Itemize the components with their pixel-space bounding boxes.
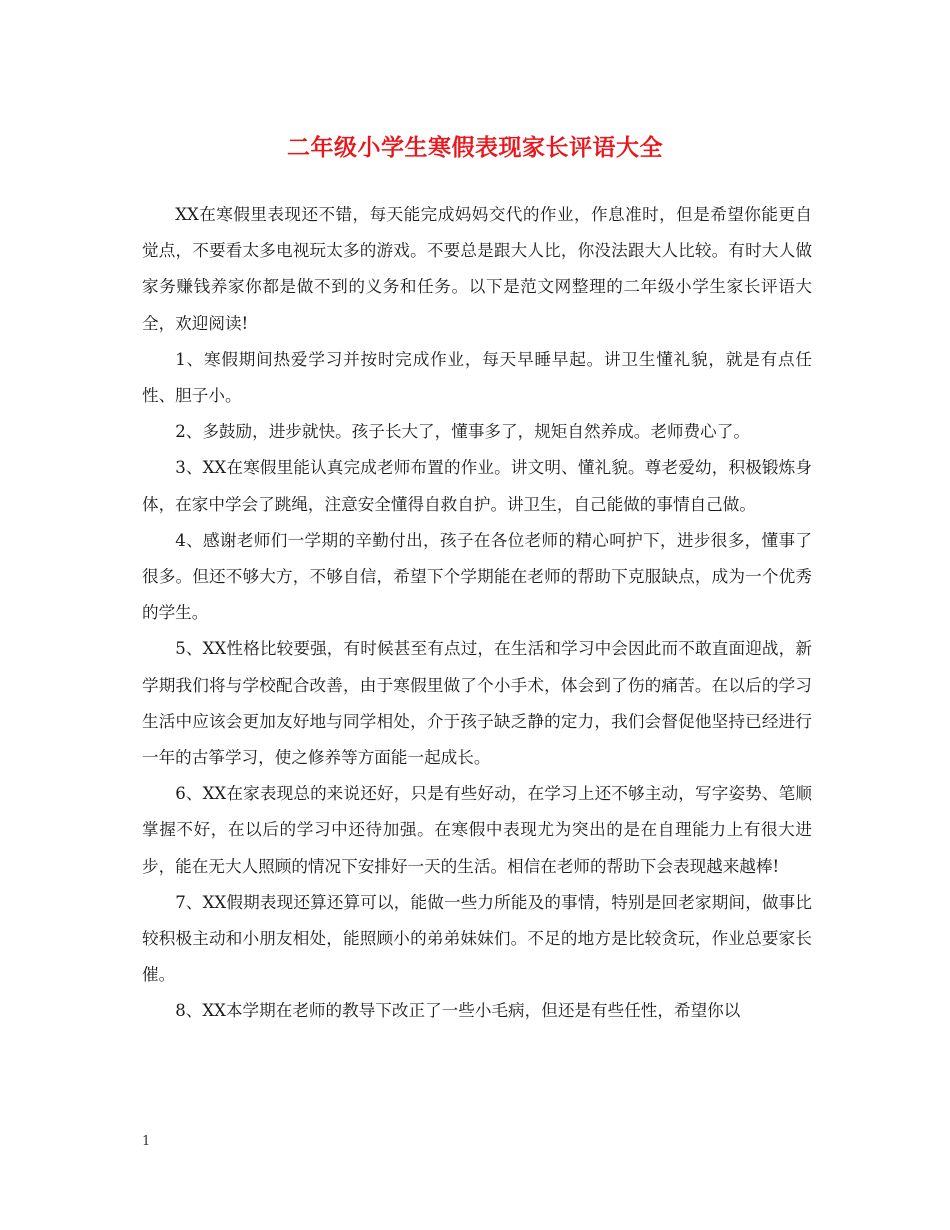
comment-paragraph-8: 8、XX本学期在老师的教导下改正了一些小毛病，但还是有些任性，希望你以 bbox=[175, 1001, 741, 1021]
comment-paragraph-5: 5、XX性格比较要强，有时候甚至有点过，在生活和学习中会因此而不敢直面迎战，新学期我们将与学校配合改善，由于寒假里做了个小手术，体会到了伤的痛苦。在以后的学习生活中应该会更加友好地与同学相处，介于孩子缺乏静的定力，我们会督促他坚持已经进行一年的古筝学习，使之修养等方面能一起成长。 bbox=[142, 639, 812, 768]
comment-paragraph-4: 4、感谢老师们一学期的辛勤付出，孩子在各位老师的精心呵护下，进步很多，懂事了很多。但还不够大方，不够自信，希望下个学期能在老师的帮助下克服缺点，成为一个优秀的学生。 bbox=[142, 530, 812, 623]
comment-paragraph-1: 1、寒假期间热爱学习并按时完成作业，每天早睡早起。讲卫生懂礼貌，就是有点任性、胆子小。 bbox=[142, 349, 812, 406]
comment-paragraph-3: 3、XX在寒假里能认真完成老师布置的作业。讲文明、懂礼貌。尊老爱幼，积极锻炼身体，在家中学会了跳绳，注意安全懂得自救自护。讲卫生，自己能做的事情自己做。 bbox=[142, 458, 812, 514]
document-body bbox=[142, 197, 812, 1030]
document-title: 二年级小学生寒假表现家长评语大全 bbox=[287, 134, 663, 161]
comment-paragraph-2: 2、多鼓励，进步就快。孩子长大了，懂事多了，规矩自然养成。老师费心了。 bbox=[175, 422, 750, 442]
comment-paragraph-6: 6、XX在家表现总的来说还好，只是有些好动，在学习上还不够主动，写字姿势、笔顺掌握不好，在以后的学习中还待加强。在寒假中表现尤为突出的是在自理能力上有很大进步，能在无大人照顾的情况下安排好一天的生活。相信在老师的帮助下会表现越来越棒! bbox=[142, 784, 812, 876]
comment-paragraph-7: 7、XX假期表现还算还算可以，能做一些力所能及的事情，特别是回老家期间，做事比较积极主动和小朋友相处，能照顾小的弟弟妹妹们。不足的地方是比较贪玩，作业总要家长催。 bbox=[142, 892, 812, 985]
intro-paragraph: XX在寒假里表现还不错，每天能完成妈妈交代的作业，作息准时，但是希望你能更自觉点，不要看太多电视玩太多的游戏。不要总是跟大人比，你没法跟大人比较。有时大人做家务赚钱养家你都是做不到的义务和任务。以下是范文网整理的二年级小学生家长评语大全，欢迎阅读! bbox=[142, 205, 812, 333]
page-number: 1 bbox=[142, 1134, 151, 1149]
